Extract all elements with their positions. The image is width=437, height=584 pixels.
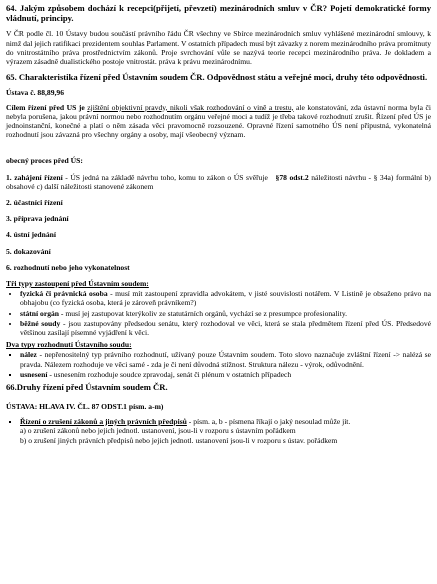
process-step-6: 6. rozhodnutí nebo jeho vykonatelnost	[6, 262, 130, 272]
proceeding-text: - písm. a, b - písmena říkají o jaký nesoulad může jít.	[186, 416, 351, 426]
representation-heading: Tři typy zastoupení před Ústavním soudem:	[6, 279, 149, 289]
proceeding-title: Řízení o zrušení zákonů a jiných právních předpisů	[20, 416, 187, 426]
question-66-title: 66.Druhy řízení před Ústavním soudem ČR.	[6, 382, 168, 393]
list-item: • státní orgán - musí jej zastupovat kterýkoliv ze statutárních orgánů, vychází se z presumpce profesionality.	[20, 309, 431, 318]
list-item: ▪ nález - nepřenositelný typ právního rozhodnutí, užívaný pouze Ústavním soudem. Toto slovo naznačuje zvláštní řízení -> nalézá se pravda. Nálezem rozhoduje ve věci samé - zda je či není důvodná stížnost. Struktura nálezu - výrok, odůvodnění.	[20, 350, 431, 368]
list-item: • fyzická či právnická osoba - musí mít zastoupení zpravidla advokátem, v jisté souvislosti notářem. V Listině je obsaženo právo na obhajobu (co fyzická osoba, která je zároveň právníkem?)	[20, 289, 431, 307]
process-step-2: 2. účastníci řízení	[6, 198, 63, 208]
process-step-1	[6, 173, 431, 191]
decision-types-heading: Dva typy rozhodnutí Ústavního soudu:	[6, 340, 132, 350]
cilem-paragraph	[6, 103, 431, 140]
list-item	[20, 417, 431, 446]
proceeding-subitems	[20, 426, 431, 445]
step-1-label: 1. zahájení řízení	[6, 172, 63, 182]
step-1-rest: náležitosti návrhu - § 34a) formální b) obsahové c) další náležitosti stanovené zákonem	[6, 172, 431, 191]
ustava-reference: Ústava č. 88,89,96	[6, 88, 65, 98]
process-step-3: 3. příprava jednání	[6, 214, 69, 224]
process-step-5: 5. dokazování	[6, 246, 51, 256]
subitem-b: b) o zrušení jiných právních předpisů nebo jejich jednotl. ustanovení jsou-li v rozporu s ústav. pořádkem	[20, 435, 338, 445]
process-heading: obecný proces před ÚS:	[6, 156, 83, 166]
cilem-rest: ale konstatování, zda ústavní norma byla či nebyla porušena, jakou právní normou nebo rozhodnutím orgánu veřejné moci a tudíž je třeba takové rozhodnutí zrušit. Řízení před ÚS je jednoinstanční, konečné a platí o něm zásada věci pravomocně rozsouzené. Opravné řízení samotného ÚS není přípustná, vykonatelná rozhodnutí jsou závazná pro všechny orgány a osoby, mají všeobecný význam.	[6, 102, 431, 140]
representation-list	[6, 289, 431, 337]
subitem-a: a) o zrušení zákonů nebo jejich jednotl. ustanovení, jsou-li v rozporu s ústavním pořádkem	[20, 425, 296, 435]
proceedings-list	[6, 417, 431, 446]
question-64-paragraph: V ČR podle čl. 10 Ústavy budou součástí právního řádu ČR všechny ve Sbírce mezinárodních smluv vyhlášené mezinárodní smlouvy, k nimž dal jejich ratifikaci prezidentem souhlas Parlament. V ostatních případech musí být závazky z norem mezinárodního práva promítnuty do vnitrostátního práva prostřednictvím zákonů. Proje svrchování vůle se nazývá teorie recepci mezinárodního práva. Je dokladem a výrazem zásadně dualistického postoje vnitrostát. práva k právu mezinárodnímu.	[6, 29, 431, 67]
question-64-title: 64. Jakým způsobem dochází k recepci(přijetí, převzetí) mezinárodních smluv v ČR? Pojetí demokratické formy vládnutí, principy.	[6, 3, 431, 24]
step-1-text: - ÚS jedná na základě návrhu toho, komu to zákon o ÚS svěřuje	[65, 172, 268, 182]
process-step-4: 4. ústní jednání	[6, 230, 57, 240]
ustava-hlava-reference: ÚSTAVA: HLAVA IV. ČL. 87 ODST.1 písm. a-m)	[6, 402, 164, 412]
step-1-law: §78 odst.2	[275, 172, 309, 182]
list-item: • běžné soudy - jsou zastupovány předsedou senátu, který rozhodoval ve věci, která se stala předmětem řízení před ÚS. Předsedové většinou zasílají písemné vyjádření k věci.	[20, 319, 431, 337]
decision-types-list	[6, 350, 431, 379]
cilem-underlined: zjištění objektivní pravdy, nikoli však rozhodování o vině a trestu,	[87, 102, 294, 112]
list-item: ▪ usnesení - usnesením rozhoduje soudce zpravodaj, senát či plénum v ostatních případech	[20, 370, 431, 379]
question-65-title: 65. Charakteristika řízení před Ústavním soudem ČR. Odpovědnost státu a veřejné moci, druhy této odpovědnosti.	[6, 72, 428, 83]
cilem-lead: Cílem řízení před US je	[6, 102, 85, 112]
